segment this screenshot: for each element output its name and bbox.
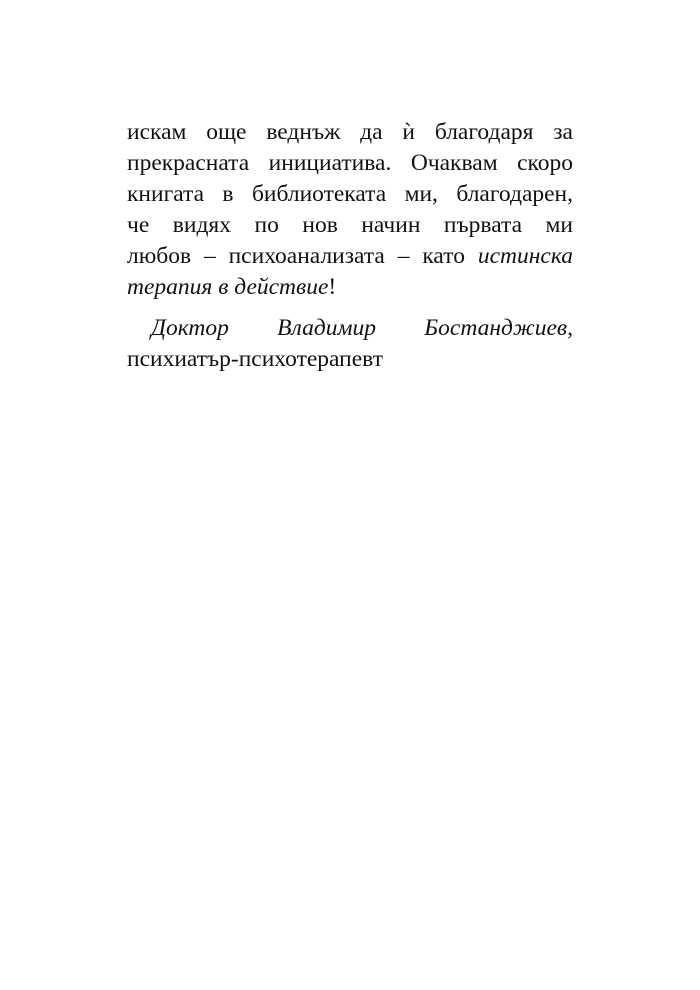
text-segment: ! [328,274,337,300]
text-line [127,272,573,303]
text-line: прекрасната инициатива. Очаквам скоро [127,150,573,176]
signature-name: Доктор Владимир Бостанджиев, [151,315,573,341]
signature-block [127,313,573,375]
text-segment: любов – психоанализата – като [127,243,478,269]
text-line: искам още веднъж да ѝ благодаря за [127,119,573,145]
text-line: че видях по нов начин първата ми [127,212,573,238]
emphasis-text: терапия в действие [127,274,329,300]
text-line [127,241,573,272]
signature-title: психиатър-психотерапевт [127,346,383,372]
body-text [127,117,573,375]
emphasis-text: истинска [477,243,573,269]
text-line: книгата в библиотеката ми, благодарен, [127,181,573,207]
